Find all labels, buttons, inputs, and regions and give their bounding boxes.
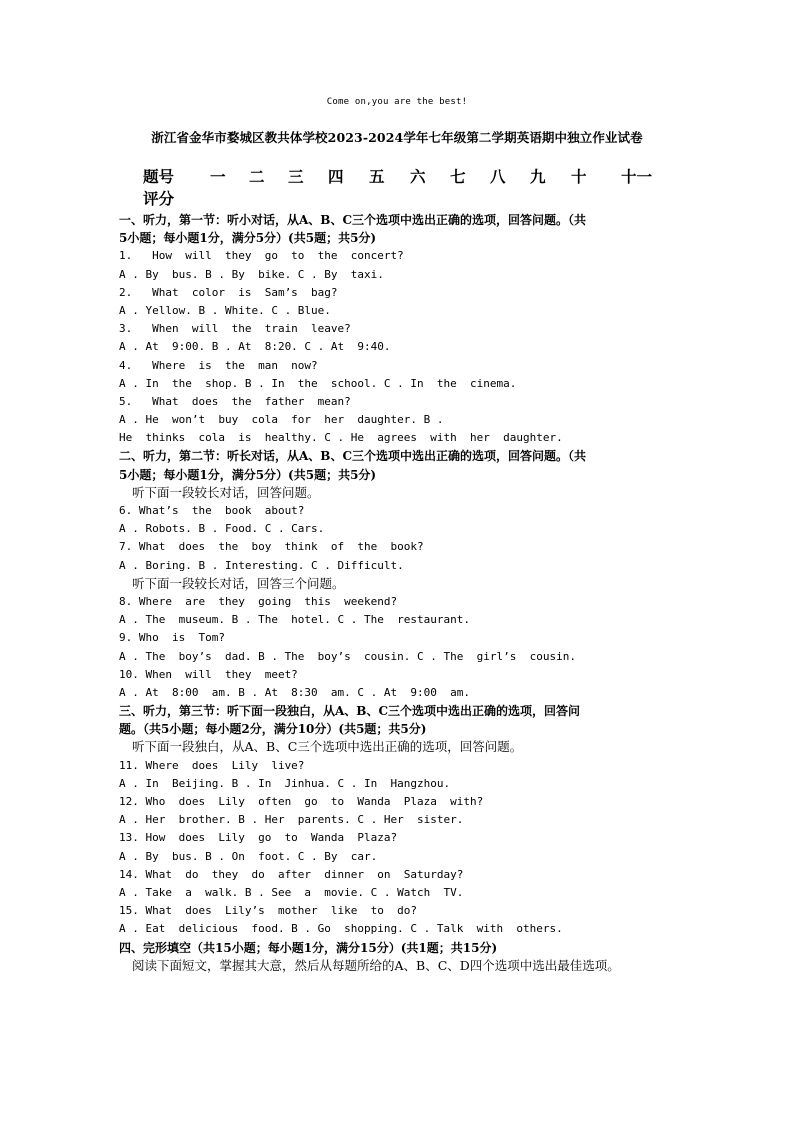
question: 11. Where does Lily live? xyxy=(119,758,305,772)
question-options: A . He won’t buy cola for her daughter. B . xyxy=(119,413,444,427)
question-options: A . In the shop. B . In the school. C . In the cinema. xyxy=(119,376,517,390)
score-column: 十一 xyxy=(621,167,653,186)
question: 2. What color is Sam’s bag? xyxy=(119,285,338,299)
question: 3. When will the train leave? xyxy=(119,322,351,336)
question: 14. What do they do after dinner on Saturday? xyxy=(119,867,464,881)
score-column: 九 xyxy=(530,167,546,186)
section-listening-2 xyxy=(119,447,679,702)
score-column: 七 xyxy=(450,167,466,186)
question: 15. What does Lily’s mother like to do? xyxy=(119,904,418,918)
score-column: 二 xyxy=(249,167,265,186)
section-listening-3 xyxy=(119,702,679,938)
question: 9. Who is Tom? xyxy=(119,631,225,645)
question-options: A . Take a walk. B . See a movie. C . Watch TV. xyxy=(119,885,464,899)
score-header-label: 题号 xyxy=(143,167,175,186)
question: 7. What does the boy think of the book? xyxy=(119,540,424,554)
question-options: A . By bus. B . On foot. C . By car. xyxy=(119,849,378,863)
score-column: 五 xyxy=(369,167,385,186)
question-options: A . By bus. B . By bike. C . By taxi. xyxy=(119,267,384,281)
question: 1. How will they go to the concert? xyxy=(119,249,404,263)
section-heading: 题。（共5小题；每小题2分，满分10分）(共5题；共5分) xyxy=(119,722,427,737)
exam-content xyxy=(119,211,679,975)
question-options: A . At 8:00 am. B . At 8:30 am. C . At 9:00 am. xyxy=(119,685,470,699)
score-column: 四 xyxy=(328,167,344,186)
question-options: A . The boy’s dad. B . The boy’s cousin. C . The girl’s cousin. xyxy=(119,649,576,663)
question-options: A . Yellow. B . White. C . Blue. xyxy=(119,303,331,317)
question-options: A . Boring. B . Interesting. C . Difficult. xyxy=(119,558,404,572)
score-row-label: 评分 xyxy=(143,189,175,208)
question: 12. Who does Lily often go to Wanda Plaza with? xyxy=(119,795,484,808)
question-options: He thinks cola is healthy. C . He agrees with her daughter. xyxy=(119,431,563,445)
question: 13. How does Lily go to Wanda Plaza? xyxy=(119,831,398,845)
question: 10. When will they meet? xyxy=(119,667,298,681)
score-column: 八 xyxy=(490,167,506,186)
score-column: 一 xyxy=(210,167,226,186)
score-column: 六 xyxy=(410,167,426,186)
motto-header: Come on,you are the best! xyxy=(326,97,468,107)
question-options: A . Robots. B . Food. C . Cars. xyxy=(119,522,325,536)
question: 6. What’s the book about? xyxy=(119,504,305,517)
section-instruction: 听下面一段较长对话，回答三个问题。 xyxy=(132,575,345,591)
section-heading: 三、听力，第三节：听下面一段独白，从A、B、C三个选项中选出正确的选项，回答问 xyxy=(119,704,581,719)
section-instruction: 阅读下面短文，掌握其大意，然后从每题所给的A、B、C、D四个选项中选出最佳选项。 xyxy=(132,957,620,973)
section-cloze xyxy=(119,939,679,975)
question-options: A . Her brother. B . Her parents. C . Her sister. xyxy=(119,813,464,827)
question-options: A . Eat delicious food. B . Go shopping. C . Talk with others. xyxy=(119,922,563,936)
exam-title: 浙江省金华市婺城区教共体学校2023-2024学年七年级第二学期英语期中独立作业试卷 xyxy=(151,130,643,145)
section-heading: 5小题；每小题1分，满分5分）(共5题；共5分) xyxy=(119,467,377,482)
section-heading: 5小题；每小题1分，满分5分）(共5题；共5分) xyxy=(119,231,377,246)
section-instruction: 听下面一段较长对话，回答问题。 xyxy=(132,484,320,500)
score-column: 十 xyxy=(571,167,587,186)
question: 5. What does the father mean? xyxy=(119,394,351,408)
score-column: 三 xyxy=(288,167,304,186)
question: 8. Where are they going this weekend? xyxy=(119,594,398,608)
question-options: A . The museum. B . The hotel. C . The restaurant. xyxy=(119,613,470,627)
section-heading: 二、听力，第二节：听长对话，从A、B、C三个选项中选出正确的选项，回答问题。（共 xyxy=(119,449,587,464)
section-heading: 一、听力，第一节：听小对话，从A、B、C三个选项中选出正确的选项，回答问题。（共 xyxy=(119,213,587,227)
question-options: A . In Beijing. B . In Jinhua. C . In Hangzhou. xyxy=(119,776,451,790)
question-options: A . At 9:00. B . At 8:20. C . At 9:40. xyxy=(119,340,391,354)
question: 4. Where is the man now? xyxy=(119,358,318,372)
section-listening-1 xyxy=(119,211,679,447)
section-instruction: 听下面一段独白，从A、B、C三个选项中选出正确的选项，回答问题。 xyxy=(132,739,523,755)
section-heading: 四、完形填空（共15小题；每小题1分，满分15分）(共1题；共15分) xyxy=(119,940,498,955)
